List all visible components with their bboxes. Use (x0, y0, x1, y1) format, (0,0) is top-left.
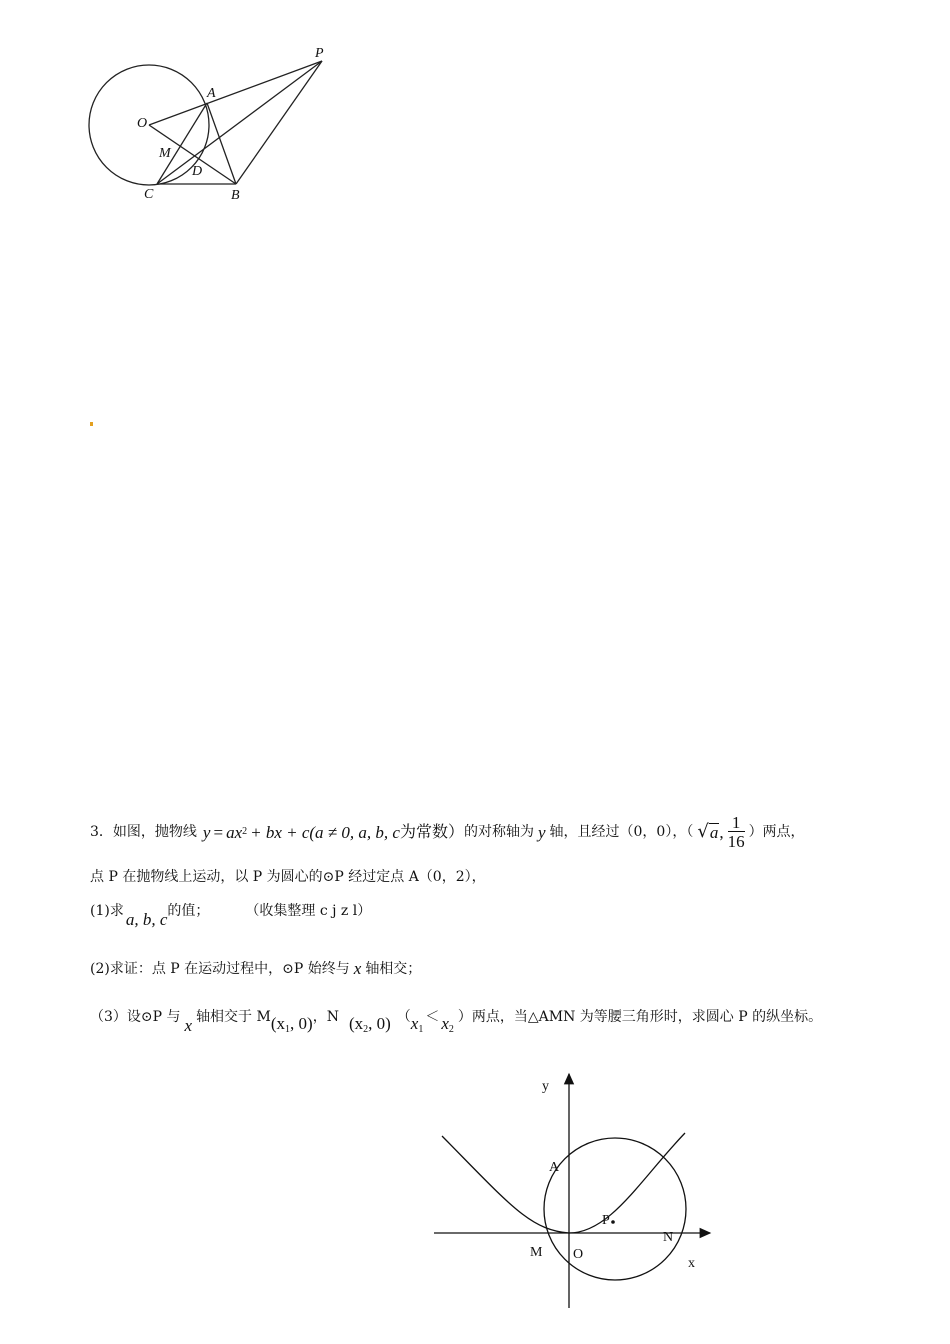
line3-note: （收集整理 c j z l） (245, 903, 372, 919)
x2-sub: 2 (448, 1024, 454, 1035)
line5-p1: （3）设⊙P 与 (90, 1009, 181, 1025)
fraction-num: 1 (728, 814, 745, 832)
m-tail: , 0) (290, 1014, 313, 1033)
point-comma: , (719, 822, 724, 842)
fraction-den: 16 (727, 831, 745, 851)
line5-p3: ，N (312, 1009, 339, 1025)
eq-tail: 为常数） (399, 822, 464, 841)
line3-prefix: (1)求 (90, 903, 124, 919)
line1-mid1: 的对称轴为 (463, 824, 534, 840)
m-open: (x (270, 1014, 286, 1033)
problem3-line3 (90, 900, 371, 928)
problem3-line1 (90, 812, 805, 852)
line5-p2: 轴相交于 M (196, 1009, 271, 1025)
eq-equals: = (213, 822, 224, 842)
label-b: B (231, 188, 240, 203)
m-sub: 1 (285, 1024, 291, 1035)
x2-var (441, 1015, 454, 1035)
parabola-curve (442, 1133, 685, 1233)
line-bp (236, 61, 322, 184)
point-p-dot (611, 1220, 615, 1224)
geometry-figure-1 (0, 0, 340, 220)
eq-y: y (202, 822, 211, 842)
line1-prefix: 3．如图，抛物线 (90, 824, 197, 840)
axis-label-y: y (542, 1079, 549, 1094)
n-tail: , 0) (368, 1014, 391, 1033)
label-point-o: O (573, 1247, 584, 1262)
line5-x: x (184, 1015, 193, 1035)
fraction-1-16 (728, 814, 745, 851)
eq-rest: + bx + c(a ≠ 0, a, b, c (250, 822, 400, 842)
line-cp (157, 61, 322, 184)
line1-suffix: ）两点， (748, 824, 805, 840)
line4-suffix: 轴相交； (365, 960, 422, 977)
n-open: (x (348, 1014, 364, 1033)
coord-m (271, 1015, 313, 1035)
x1: x (410, 1014, 419, 1033)
circle-p (544, 1138, 686, 1280)
label-o: O (137, 116, 148, 131)
problem3-line2: 点 P 在抛物线上运动，以 P 为圆心的⊙P 经过定点 A（0，2）， (90, 869, 486, 885)
label-point-m: M (530, 1245, 543, 1260)
stray-mark (90, 422, 93, 426)
label-m: M (159, 146, 171, 161)
eq-square: 2 (242, 826, 248, 837)
line1-mid2: 轴，且经过（0，0），（ (549, 824, 694, 840)
line5-p5: ）两点，当△AMN 为等腰三角形时，求圆心 P 的纵坐标。 (457, 1009, 823, 1025)
axis-label-x: x (688, 1256, 695, 1271)
line5-p4: （ (396, 1009, 411, 1025)
sqrt-a: a (709, 823, 719, 842)
label-point-p: P (602, 1213, 610, 1228)
label-c: C (144, 187, 154, 202)
coord-n (349, 1015, 391, 1035)
line3-suffix: 的值； (167, 903, 210, 919)
x1-sub: 1 (418, 1024, 424, 1035)
eq-ax: ax (226, 822, 243, 842)
less-than: ＜ (425, 1009, 440, 1025)
line4-prefix: (2)求证：点 P 在运动过程中，⊙P 始终与 (90, 960, 350, 977)
line3-vars: a, b, c (125, 910, 168, 929)
problem3-line4 (90, 960, 421, 977)
problem3-line5 (90, 1002, 823, 1035)
label-point-n: N (663, 1230, 674, 1245)
x2: x (441, 1014, 449, 1033)
label-d: D (192, 164, 203, 179)
label-p: P (315, 46, 324, 61)
label-a: A (207, 86, 216, 101)
line4-x: x (353, 959, 362, 978)
x1-var (411, 1015, 424, 1035)
n-sub: 2 (363, 1024, 369, 1035)
sqrt-symbol: √ (697, 821, 709, 842)
y-axis-var: y (537, 822, 546, 842)
label-point-a: A (549, 1160, 560, 1175)
